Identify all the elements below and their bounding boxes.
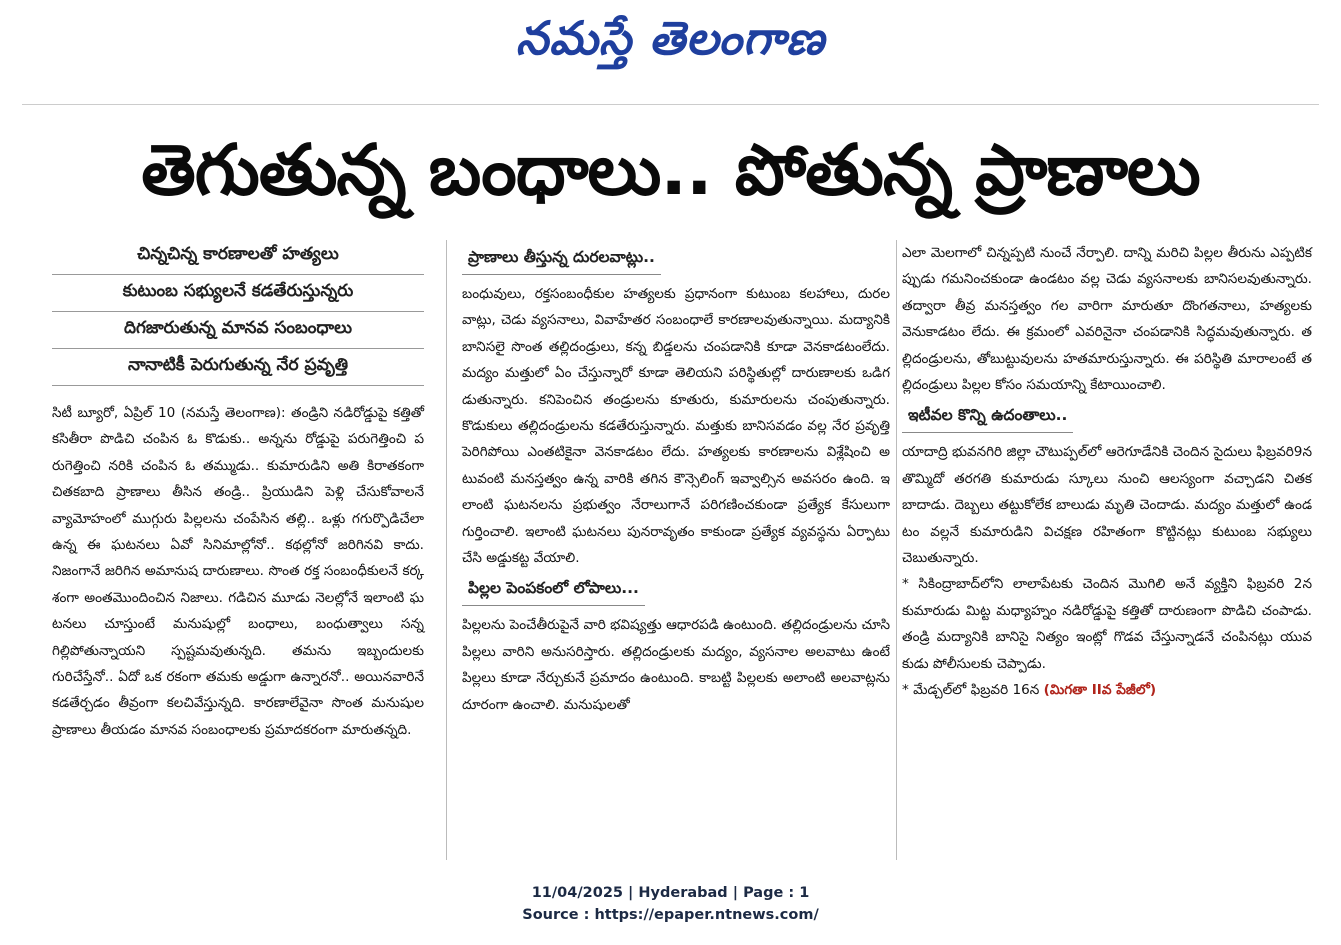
article-body bbox=[902, 677, 1312, 703]
column-3 bbox=[902, 240, 1312, 704]
continued-tag: (మిగతా IIవ పేజీలో) bbox=[1043, 682, 1157, 699]
column-divider bbox=[896, 240, 897, 860]
kicker: చిన్నచిన్న కారణాలతో హత్యలు bbox=[52, 240, 424, 275]
headline: తెగుతున్న బంధాలు.. పోతున్న ప్రాణాలు bbox=[141, 129, 1200, 211]
subheading: ప్రాణాలు తీస్తున్న దురలవాట్లు.. bbox=[462, 244, 661, 275]
kicker: కుటుంబ సభ్యులనే కడతేరుస్తున్నరు bbox=[52, 277, 424, 312]
article-body: యాదాద్రి భువనగిరి జిల్లా చౌటుప్పల్‌లో ఆరెగూడేనికి చెందిన సైదులు ఫిబ్రవరి9న తొమ్మిదో తరగతి కుమారుడు స్కూలు నుంచి ఆలస్యంగా వచ్చాడని చితకబాదాడు. దెబ్బలు తట్టుకోలేక బాలుడు మృతి చెందాడు. మద్యం మత్తులో ఉండటం వల్లనే కుమారుడిని విచక్షణ రహితంగా కొట్టినట్లు కుటుంబ సభ్యులు చెబుతున్నారు. bbox=[902, 444, 1312, 567]
article-body: పిల్లలను పెంచేతీరుపైనే వారి భవిష్యత్తు ఆధారపడి ఉంటుంది. తల్లిదండ్రులను చూసి పిల్లలు వారిని అనుసరిస్తారు. తల్లిదండ్రులకు మద్యం, వ్యసనాల అలవాటు ఉంటే పిల్లలు కూడా నేర్చుకునే ప్రమాదం ఉంటుంది. కాబట్టి పిల్లలకు అలాంటి అలవాట్లను దూరంగా ఉంచాలి. మనుషులతో bbox=[462, 617, 890, 713]
masthead-logo: నమస్తే తెలంగాణ bbox=[515, 11, 826, 65]
article-body: ఎలా మెలగాలో చిన్నప్పటి నుంచే నేర్పాలి. దాన్ని మరిచి పిల్లల తీరును ఎప్పటికప్పుడు గమనించకుండా ఉండటం వల్ల చెడు వ్యసనాలకు బానిసలవుతున్నారు. తద్వారా తీవ్ర మనస్తత్వం గల వారిగా మారుతూ దొంగతనాలు, హత్యలకు వెనుకాడటం లేదు. ఈ క్రమంలో ఎవరినైనా చంపడానికి సిద్ధమవుతున్నారు. తల్లిదండ్రులను, తోబుట్టువులను హతమారుస్తున్నారు. ఈ పరిస్థితి మారాలంటే తల్లిదండ్రులు పిల్లల కోసం సమయాన్ని కేటాయించాలి. bbox=[902, 245, 1312, 394]
page-footer bbox=[0, 882, 1341, 926]
footer-source-line: Source : https://epaper.ntnews.com/ bbox=[522, 907, 819, 923]
kicker: దిగజారుతున్న మానవ సంబంధాలు bbox=[52, 314, 424, 349]
column-divider bbox=[446, 240, 447, 860]
column-2 bbox=[462, 240, 890, 718]
top-divider bbox=[22, 104, 1319, 105]
subheading: ఇటీవల కొన్ని ఉదంతాలు.. bbox=[902, 402, 1073, 433]
footer-date-line: 11/04/2025 | Hyderabad | Page : 1 bbox=[531, 885, 810, 901]
column-1 bbox=[52, 240, 424, 743]
article-body: * సికింద్రాబాద్‌లోని లాలాపేటకు చెందిన మొగిలి అనే వ్యక్తిని ఫిబ్రవరి 2న కుమారుడు మిట్ట మధ్యాహ్నం నడిరోడ్డుపై కత్తితో దారుణంగా పొడిచి చంపాడు. తండ్రి మద్యానికి బానిసై నిత్యం ఇంట్లో గొడవ చేస్తున్నాడనే చంపినట్లు యువకుడు పోలీసులకు చెప్పాడు. bbox=[902, 576, 1312, 672]
kicker: నానాటికీ పెరుగుతున్న నేర ప్రవృత్తి bbox=[52, 351, 424, 386]
article-body: బంధువులు, రక్తసంబంధీకుల హత్యలకు ప్రధానంగా కుటుంబ కలహాలు, దురలవాట్లు, చెడు వ్యసనాలు, వివాహేతర సంబంధాలే కారణాలవుతున్నాయి. మద్యానికి బానిసలై సొంత తల్లిదండ్రులు, కన్న బిడ్డలను చంపడానికి కూడా వెనకాడటంలేదు. మద్యం మత్తులో ఏం చేస్తున్నారో కూడా తెలియని పరిస్థితుల్లో దారుణాలకు ఒడిగడుతున్నారు. కనిపెంచిన తండ్రులను కూతురు, కుమారులను చంపుతున్నారు. కొడుకులు తల్లిదండ్రులను కడతేరుస్తున్నారు. మత్తుకు బానిసవడం వల్ల నేర ప్రవృత్తి పెరిగిపోయి ఎంతటికైనా వెనకాడటం లేదు. హత్యలకు కారణాలను విశ్లేషించి అటువంటి మనస్తత్వం ఉన్న వారికి తగిన కౌన్సెలింగ్ ఇవ్వాల్సిన అవసరం ఉంది. ఇలాంటి ఘటనలను ప్రభుత్వం నేరాలుగానే పరిగణించకుండా ప్రత్యేక కేసులుగా గుర్తించాలి. ఇలాంటి ఘటనలు పునరావృతం కాకుండా ప్రత్యేక వ్యవస్థను ఏర్పాటు చేసి అడ్డుకట్ట వేయాలి. bbox=[462, 286, 890, 567]
article-body-end: * మేడ్చల్‌లో ఫిబ్రవరి 16న bbox=[902, 682, 1040, 699]
article-body: సిటీ బ్యూరో, ఏప్రిల్ 10 (నమస్తే తెలంగాణ): తండ్రిని నడిరోడ్డుపై కత్తితో కసితీరా పొడిచి చంపిన ఓ కొడుకు.. అన్నను రోడ్డుపై పరుగెత్తించి పరుగెత్తించి నరికి చంపిన ఓ తమ్ముడు.. కుమారుడిని అతి కిరాతకంగా చితకబాది ప్రాణాలు తీసిన తండ్రి.. ప్రియుడిని పెళ్లి చేసుకోవాలనే వ్యామోహంలో ముగ్గురు పిల్లలను చంపేసిన తల్లి.. ఒళ్లు గగుర్పొడిచేలా ఉన్న ఈ ఘటనలు ఏవో సినిమాల్లోనో.. కథల్లోనో జరిగినవి కాదు. నిజంగానే జరిగిన అమానుష దారుణాలు. సొంత రక్త సంబంధీకులనే కర్కశంగా అంతమొందించిన నిజాలు. గడిచిన మూడు నెలల్లోనే ఇలాంటి ఘటనలు చూస్తుంటే మనుషుల్లో బంధాలు, బంధుత్వాలు సన్నగిల్లిపోతున్నాయని స్పష్టమవుతున్నది. తమను ఇబ్బందులకు గురిచేస్తేనో.. ఏదో ఒక రకంగా తమకు అడ్డుగా ఉన్నారనో.. అయినవారినే కడతేర్చడం తీవ్రంగా కలచివేస్తున్నది. కారణాలేవైనా సొంత మనుషుల ప్రాణాలు తీయడం మానవ సంబంధాలకు ప్రమాదకరంగా మారుతన్నది. bbox=[52, 405, 424, 738]
subheading: పిల్లల పెంపకంలో లోపాలు... bbox=[462, 575, 645, 606]
